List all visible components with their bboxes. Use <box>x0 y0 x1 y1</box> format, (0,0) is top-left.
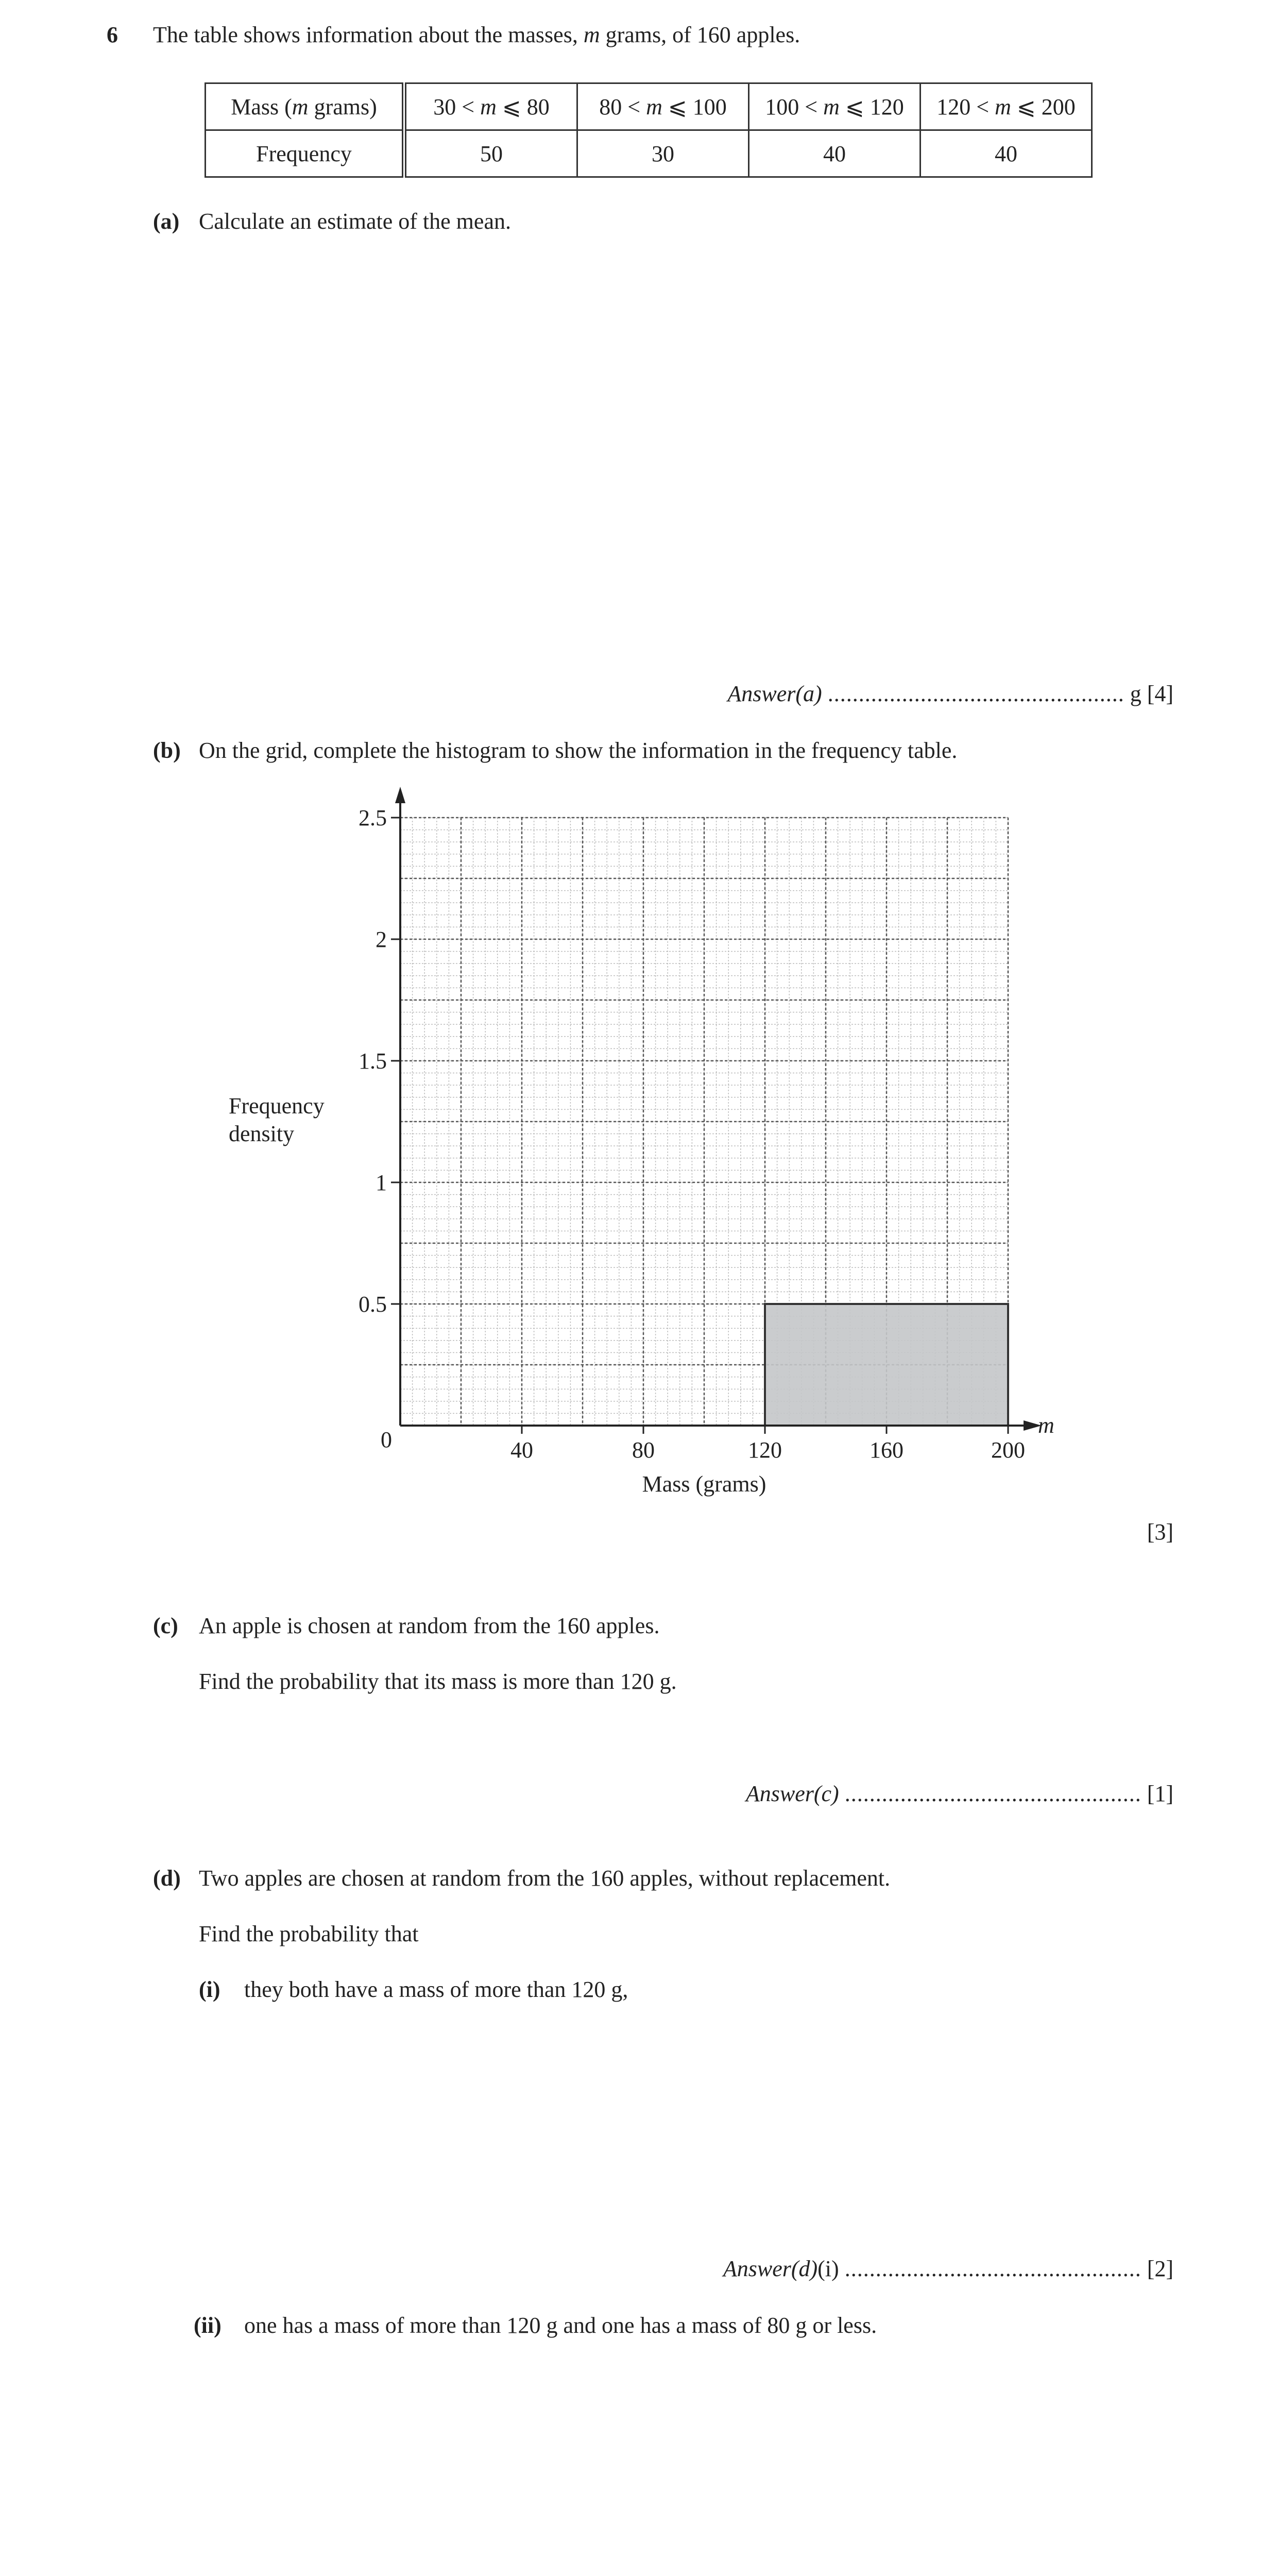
table-header-frequency: Frequency <box>206 130 404 177</box>
part-c-label: (c) <box>153 1613 178 1638</box>
table-cell-frequency: 40 <box>921 130 1092 177</box>
y-axis-label <box>229 1092 325 1148</box>
part-d-ii-label: (ii) <box>194 2313 221 2338</box>
x-tick-label: 40 <box>510 1437 533 1463</box>
part-a-text: Calculate an estimate of the mean. <box>199 209 511 234</box>
part-a-answer-line <box>727 681 1173 708</box>
intro-text-2: grams, of 160 apples. <box>600 22 800 47</box>
table-cell-frequency: 30 <box>577 130 749 177</box>
part-d-i-answer-field[interactable]: ................................................ <box>844 2256 1141 2281</box>
histogram-grid[interactable] <box>0 773 1278 1546</box>
origin-label: 0 <box>381 1427 392 1452</box>
part-d-i-text: they both have a mass of more than 120 g, <box>244 1977 628 2002</box>
y-axis-label-line-2: density <box>229 1121 295 1146</box>
x-tick-label: 160 <box>870 1437 904 1463</box>
table-cell-interval: 30 < m ⩽ 80 <box>404 83 577 130</box>
histogram-bar <box>765 1304 1008 1426</box>
x-axis-label: Mass (grams) <box>642 1471 766 1497</box>
y-axis-arrow <box>395 787 405 803</box>
question-intro <box>153 22 800 49</box>
table-cell-interval: 120 < m ⩽ 200 <box>921 83 1092 130</box>
part-b-text: On the grid, complete the histogram to show the information in the frequency table. <box>199 738 958 763</box>
y-tick-label: 2 <box>376 927 387 952</box>
part-d-i-answer-suffix: (i) <box>817 2256 839 2281</box>
part-b-label: (b) <box>153 738 181 763</box>
part-a-answer-field[interactable]: ................................................ <box>827 681 1124 706</box>
table-cell-interval: 100 < m ⩽ 120 <box>749 83 921 130</box>
y-axis-label-line-1: Frequency <box>229 1093 325 1118</box>
table-cell-frequency: 50 <box>404 130 577 177</box>
part-d-i-answer-line <box>723 2256 1173 2283</box>
part-d-i-marks: [2] <box>1147 2256 1173 2281</box>
histogram-bars <box>765 1304 1008 1426</box>
part-d-i-label: (i) <box>199 1977 220 2002</box>
x-axis-variable: m <box>1038 1413 1054 1438</box>
y-tick-label: 1.5 <box>359 1048 387 1074</box>
part-c-text-2: Find the probability that its mass is more than 120 g. <box>199 1669 677 1694</box>
table-cell-interval: 80 < m ⩽ 100 <box>577 83 749 130</box>
x-tick-label: 120 <box>748 1437 782 1463</box>
part-d-i-answer-label: Answer(d) <box>723 2256 818 2281</box>
y-tick-label: 0.5 <box>359 1292 387 1317</box>
x-tick-label: 80 <box>632 1437 655 1463</box>
mass-label-1: Mass ( <box>231 94 292 120</box>
part-a-label: (a) <box>153 209 180 234</box>
part-a-unit: g <box>1130 681 1141 706</box>
mass-label-2: grams) <box>308 94 377 120</box>
part-a-marks: [4] <box>1147 681 1173 706</box>
part-d-text: Two apples are chosen at random from the 160 apples, without replacement. <box>199 1866 891 1891</box>
table-row-frequency <box>206 130 1092 177</box>
table-cell-frequency: 40 <box>749 130 921 177</box>
table-row-mass <box>206 83 1092 130</box>
part-d-ii-text: one has a mass of more than 120 g and one has a mass of 80 g or less. <box>244 2313 877 2338</box>
part-c-marks: [1] <box>1147 1781 1173 1806</box>
part-d-text-2: Find the probability that <box>199 1921 419 1946</box>
part-c-answer-field[interactable]: ................................................ <box>844 1781 1141 1806</box>
mass-label-var: m <box>292 94 309 120</box>
y-tick-label: 2.5 <box>359 805 387 831</box>
part-a-answer-label: Answer(a) <box>727 681 822 706</box>
question-number: 6 <box>107 22 118 47</box>
part-b-marks: [3] <box>1147 1519 1173 1545</box>
part-c-text: An apple is chosen at random from the 160 apples. <box>199 1613 660 1638</box>
intro-text-1: The table shows information about the masses, <box>153 22 584 47</box>
frequency-table <box>205 82 1093 178</box>
table-header-mass <box>206 83 404 130</box>
part-c-answer-label: Answer(c) <box>745 1781 839 1806</box>
part-d-label: (d) <box>153 1866 181 1891</box>
x-tick-label: 200 <box>991 1437 1025 1463</box>
part-c-answer-line <box>746 1781 1173 1808</box>
y-tick-label: 1 <box>376 1170 387 1195</box>
intro-var-m: m <box>583 22 600 47</box>
